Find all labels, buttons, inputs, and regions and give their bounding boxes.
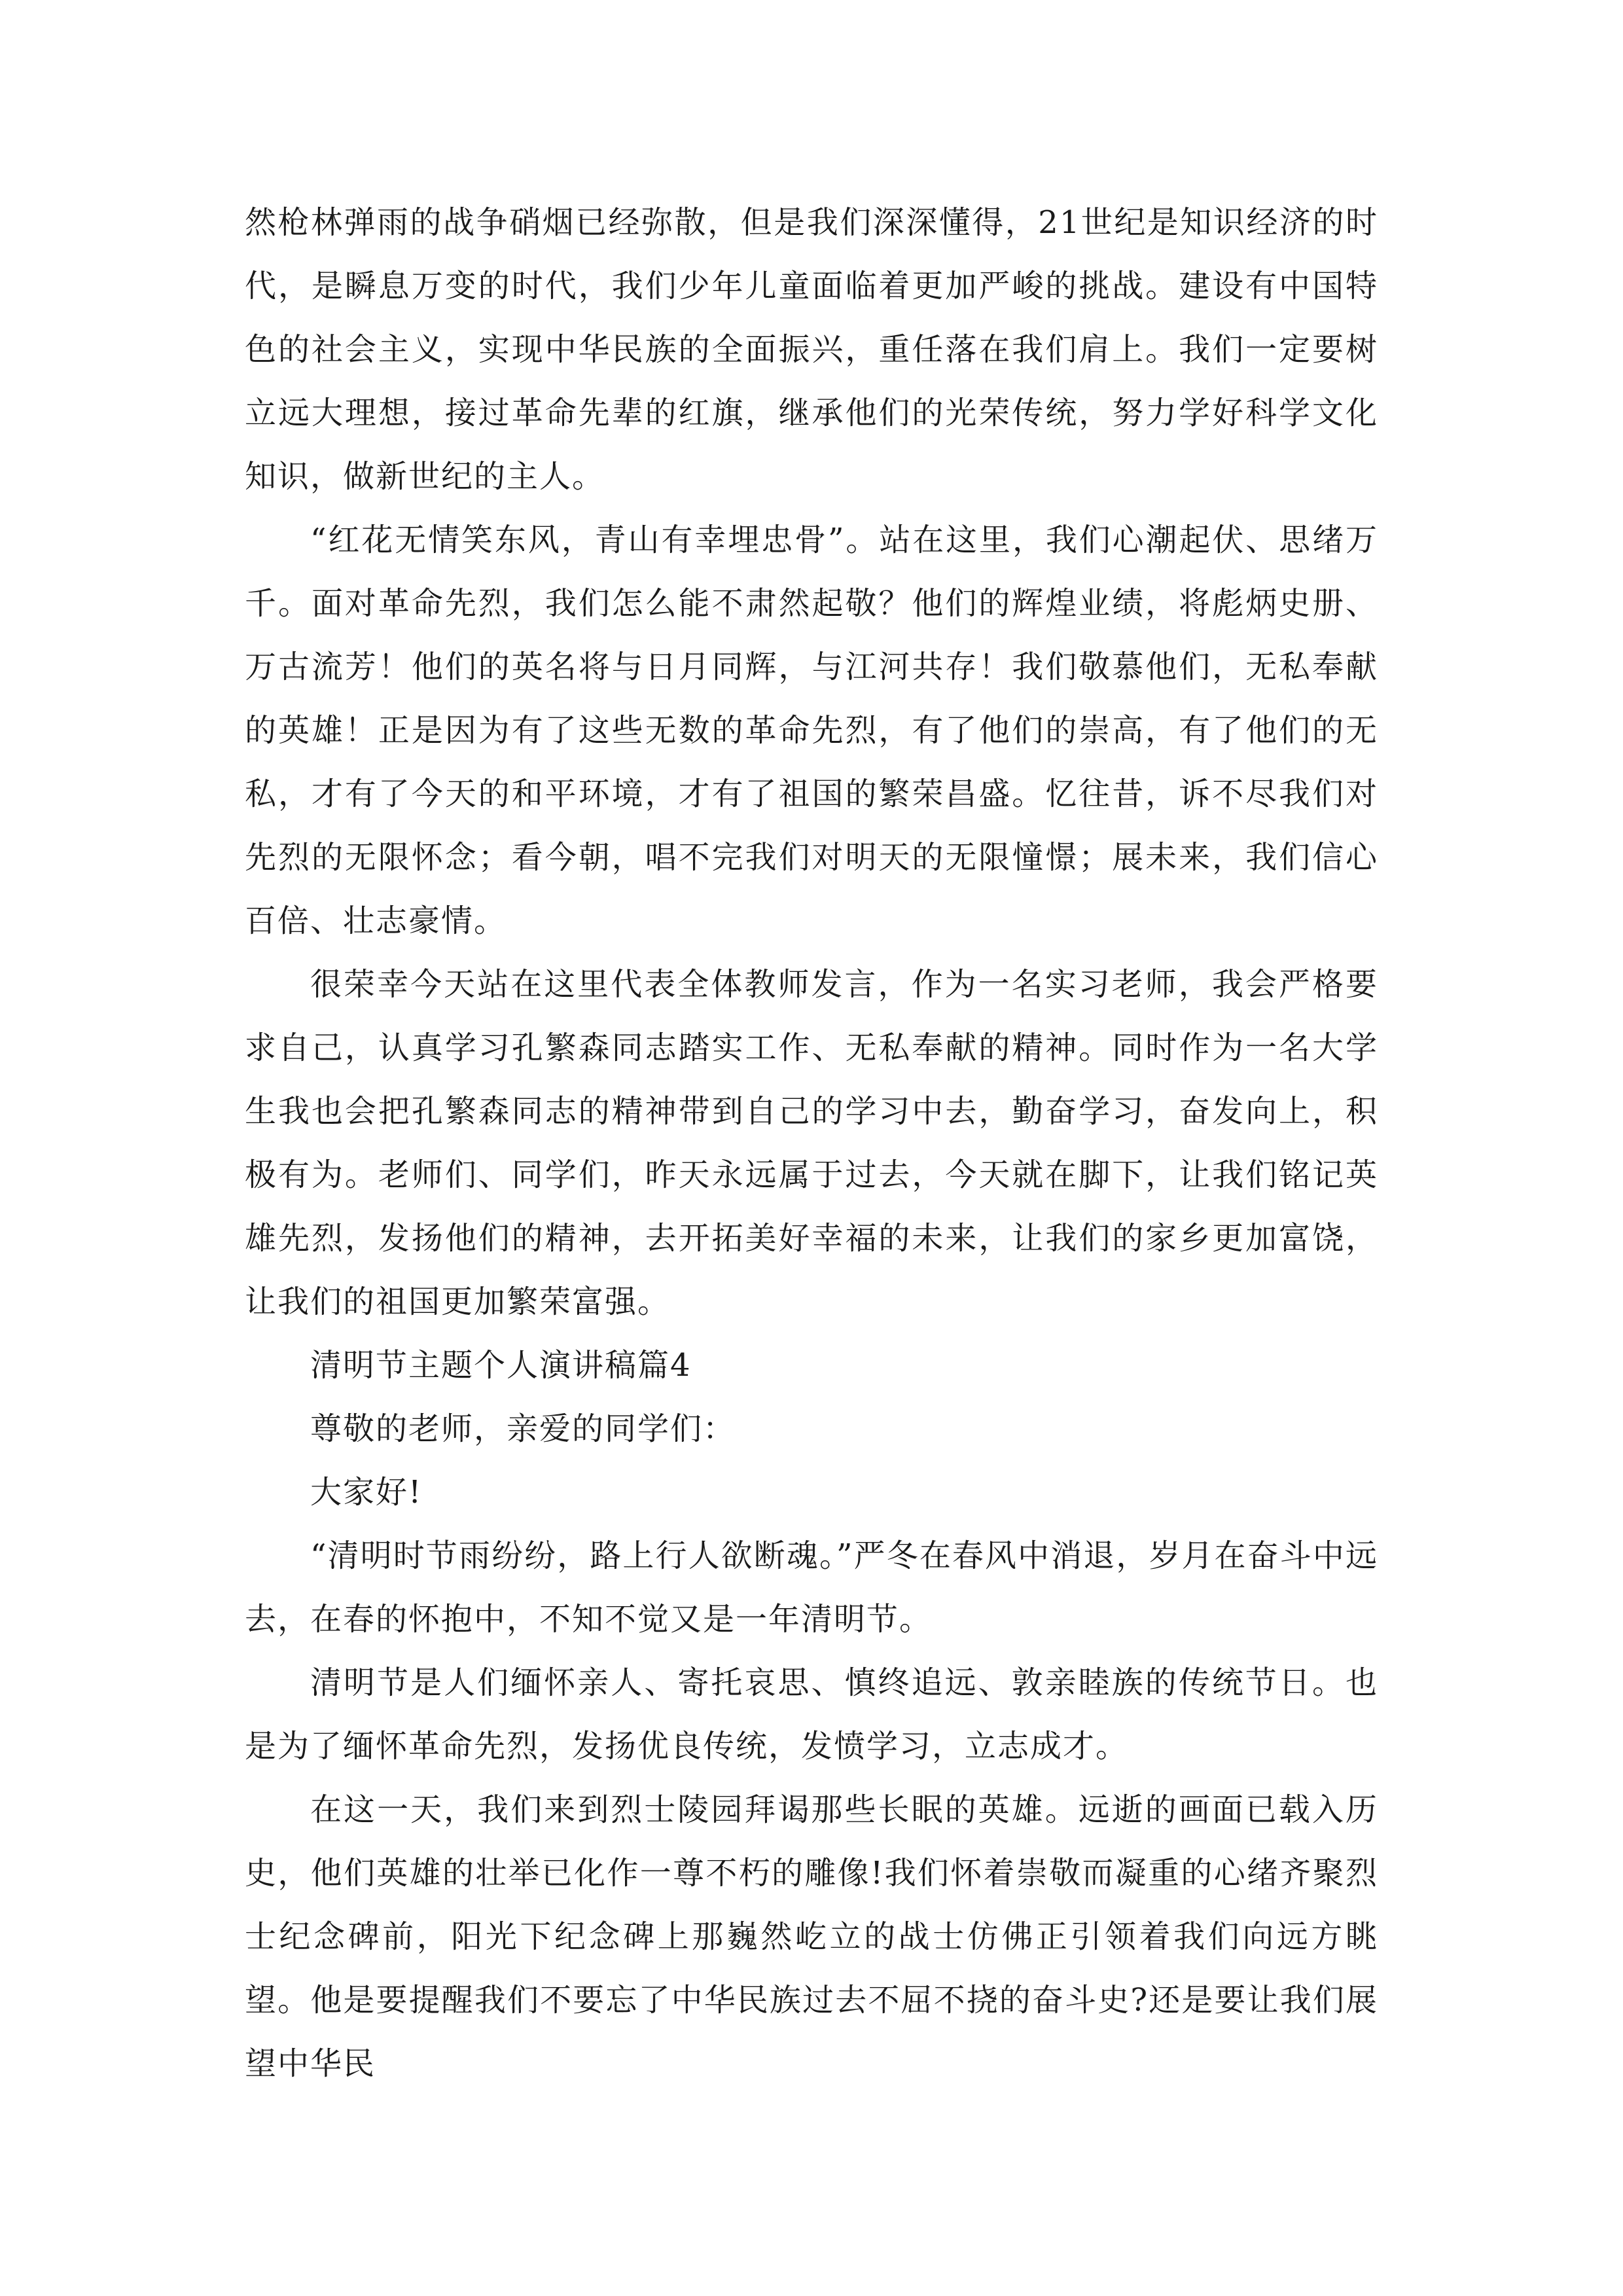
- body-paragraph-2: “红花无情笑东风，青山有幸埋忠骨”。站在这里，我们心潮起伏、思绪万千。面对革命先烈，我们怎么能不肃然起敬？他们的辉煌业绩，将彪炳史册、万古流芳！他们的英名将与日月同辉，与江河共存！我们敬慕他们，无私奉献的英雄！正是因为有了这些无数的革命先烈，有了他们的崇高，有了他们的无私，才有了今天的和平环境，才有了祖国的繁荣昌盛。忆往昔，诉不尽我们对先烈的无限怀念；看今朝，唱不完我们对明天的无限憧憬；展未来，我们信心百倍、壮志豪情。: [245, 522, 1378, 939]
- greeting: 大家好!: [310, 1474, 423, 1511]
- section-title: 清明节主题个人演讲稿篇4: [310, 1347, 692, 1384]
- body-paragraph-6: 在这一天，我们来到烈士陵园拜谒那些长眠的英雄。远逝的画面已载入历史，他们英雄的壮举已化作一尊不朽的雕像!我们怀着崇敬而凝重的心绪齐聚烈士纪念碑前，阳光下纪念碑上那巍然屹立的战士仿佛正引领着我们向远方眺望。他是要提醒我们不要忘了中华民族过去不屈不挠的奋斗史?还是要让我们展望中华民: [245, 1791, 1378, 2082]
- salutation: 尊敬的老师，亲爱的同学们：: [310, 1410, 736, 1447]
- body-paragraph-4: “清明时节雨纷纷，路上行人欲断魂。”严冬在春风中消退，岁月在奋斗中远去，在春的怀抱中，不知不觉又是一年清明节。: [245, 1537, 1378, 1638]
- document-body: [245, 191, 1378, 2096]
- body-paragraph-5: 清明节是人们缅怀亲人、寄托哀思、慎终追远、敦亲睦族的传统节日。也是为了缅怀革命先烈，发扬优良传统，发愤学习，立志成才。: [245, 1664, 1378, 1765]
- body-paragraph-3: 很荣幸今天站在这里代表全体教师发言，作为一名实习老师，我会严格要求自己，认真学习孔繁森同志踏实工作、无私奉献的精神。同时作为一名大学生我也会把孔繁森同志的精神带到自己的学习中去，勤奋学习，奋发向上，积极有为。老师们、同学们，昨天永远属于过去，今天就在脚下，让我们铭记英雄先烈，发扬他们的精神，去开拓美好幸福的未来，让我们的家乡更加富饶，让我们的祖国更加繁荣富强。: [245, 966, 1378, 1320]
- body-paragraph-1: 然枪林弹雨的战争硝烟已经弥散，但是我们深深懂得，21世纪是知识经济的时代，是瞬息万变的时代，我们少年儿童面临着更加严峻的挑战。建设有中国特色的社会主义，实现中华民族的全面振兴，重任落在我们肩上。我们一定要树立远大理想，接过革命先辈的红旗，继承他们的光荣传统，努力学好科学文化知识，做新世纪的主人。: [245, 204, 1378, 495]
